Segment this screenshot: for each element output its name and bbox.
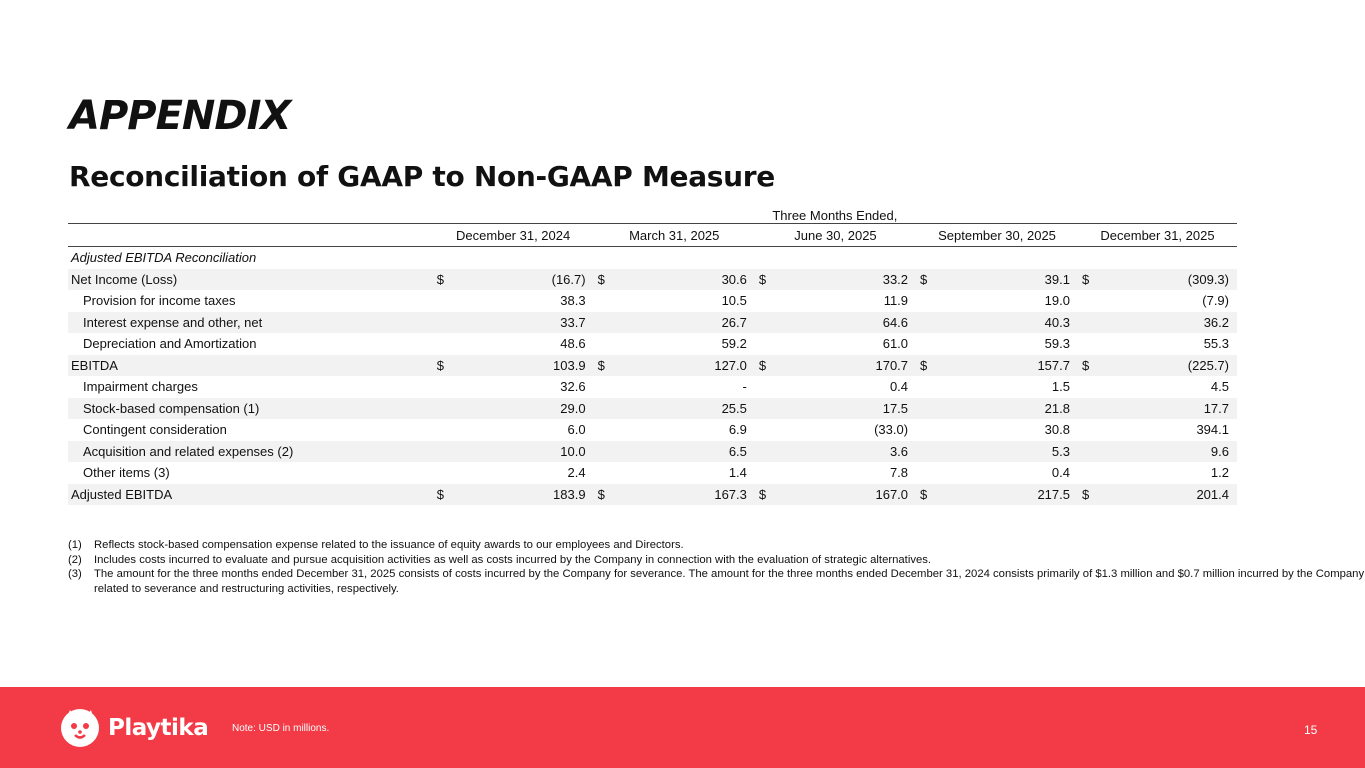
currency-sign (755, 441, 779, 463)
footnote-mark: (1) (68, 539, 82, 551)
table-row (68, 462, 1237, 484)
cell-value: (309.3) (1102, 269, 1237, 291)
row-label: Provision for income taxes (83, 293, 236, 309)
currency-sign (755, 290, 779, 312)
cell-value: 36.2 (1102, 312, 1237, 334)
currency-sign: $ (594, 484, 618, 506)
cell-value: 64.6 (779, 312, 916, 334)
cell-value: 1.5 (1051, 379, 1070, 395)
cell-value: 19.0 (1044, 293, 1070, 309)
currency-sign (916, 333, 940, 355)
currency-sign (755, 376, 779, 398)
currency-sign (594, 398, 618, 420)
row-label: Contingent consideration (83, 422, 227, 438)
table-row (68, 441, 1237, 463)
cell-value: (16.7) (457, 269, 594, 291)
currency-sign: $ (1078, 269, 1102, 291)
row-label: EBITDA (68, 355, 433, 377)
cell-value: 29.0 (457, 398, 594, 420)
currency-sign (916, 290, 940, 312)
column-header: December 31, 2024 (433, 224, 594, 247)
column-header: March 31, 2025 (594, 224, 755, 247)
cell-value: 9.6 (1102, 441, 1237, 463)
currency-sign (433, 376, 457, 398)
table-column-header-row (68, 224, 1237, 247)
row-label: Adjusted EBITDA (68, 484, 433, 506)
currency-sign (433, 419, 457, 441)
table-row (68, 355, 1237, 377)
cell-value: 25.5 (617, 398, 755, 420)
footnote (68, 553, 1365, 568)
footer-note: Note: USD in millions. (232, 723, 330, 734)
currency-sign (1078, 290, 1102, 312)
currency-sign (755, 398, 779, 420)
cell-value: 6.9 (728, 422, 747, 438)
cell-value: 21.8 (940, 398, 1078, 420)
cell-value: 55.3 (1203, 336, 1229, 352)
currency-sign (916, 376, 940, 398)
cell-value: 59.2 (721, 336, 747, 352)
table-row (68, 398, 1237, 420)
footnote-text: Reflects stock-based compensation expense related to the issuance of equity awards to our employees and Directors. (94, 539, 684, 551)
row-label: Depreciation and Amortization (83, 336, 257, 352)
currency-sign: $ (755, 484, 779, 506)
currency-sign (594, 333, 618, 355)
cell-value: 167.3 (617, 484, 755, 506)
currency-sign (916, 462, 940, 484)
currency-sign (433, 398, 457, 420)
table-row (68, 333, 1237, 355)
column-header: September 30, 2025 (916, 224, 1078, 247)
row-label: Net Income (Loss) (68, 269, 433, 291)
currency-sign (433, 333, 457, 355)
currency-sign (594, 376, 618, 398)
currency-sign (916, 419, 940, 441)
brand-name: Playtika (108, 715, 209, 741)
currency-sign (1078, 441, 1102, 463)
table-row (68, 376, 1237, 398)
footnotes (68, 538, 1365, 596)
cell-value: 4.5 (1210, 379, 1229, 395)
currency-sign (594, 419, 618, 441)
currency-sign (755, 333, 779, 355)
currency-sign: $ (1078, 355, 1102, 377)
cell-value: 26.7 (617, 312, 755, 334)
cell-value: 0.4 (1051, 465, 1070, 481)
currency-sign: $ (755, 269, 779, 291)
cell-value: 48.6 (560, 336, 586, 352)
currency-sign (916, 441, 940, 463)
currency-sign (1078, 376, 1102, 398)
cell-value: 1.2 (1210, 465, 1229, 481)
currency-sign (755, 462, 779, 484)
cell-value: 10.5 (721, 293, 747, 309)
currency-sign: $ (1078, 484, 1102, 506)
currency-sign: $ (594, 269, 618, 291)
cell-value: 201.4 (1102, 484, 1237, 506)
table-row (68, 269, 1237, 291)
currency-sign (916, 312, 940, 334)
cell-value: 103.9 (457, 355, 594, 377)
currency-sign (1078, 419, 1102, 441)
cell-value: 39.1 (940, 269, 1078, 291)
cell-value: 157.7 (940, 355, 1078, 377)
row-label: Stock-based compensation (1) (68, 398, 433, 420)
column-header: December 31, 2025 (1078, 224, 1237, 247)
footnote-text: Includes costs incurred to evaluate and pursue acquisition activities as well as costs incurred by the Company in connection with the evaluation of strategic alternatives. (94, 553, 932, 566)
page-title: APPENDIX (69, 93, 291, 139)
currency-sign (433, 290, 457, 312)
cell-value: 167.0 (779, 484, 916, 506)
cell-value: 33.2 (779, 269, 916, 291)
cell-value: 17.7 (1102, 398, 1237, 420)
cell-value: 217.5 (940, 484, 1078, 506)
table-row (68, 419, 1237, 441)
currency-sign: $ (594, 355, 618, 377)
cell-value: 61.0 (882, 336, 909, 352)
page-number: 15 (1304, 723, 1318, 737)
cell-value: 127.0 (617, 355, 755, 377)
reconciliation-table (68, 205, 1237, 505)
currency-sign (1078, 333, 1102, 355)
cell-value: 32.6 (560, 379, 586, 395)
currency-sign (594, 462, 618, 484)
cell-value: 10.0 (457, 441, 594, 463)
currency-sign (1078, 462, 1102, 484)
section-label: Adjusted EBITDA Reconciliation (71, 250, 257, 266)
cell-value: 6.0 (567, 422, 586, 438)
currency-sign: $ (433, 355, 457, 377)
row-label: Interest expense and other, net (68, 312, 433, 334)
column-header: June 30, 2025 (755, 224, 916, 247)
cell-value: 2.4 (567, 465, 586, 481)
table-row (68, 312, 1237, 334)
currency-sign: $ (916, 269, 940, 291)
cell-value: 7.8 (889, 465, 909, 481)
playtika-cheetah-icon (58, 706, 102, 750)
cell-value: 30.8 (1044, 422, 1070, 438)
cell-value: 0.4 (889, 379, 909, 395)
currency-sign (433, 441, 457, 463)
currency-sign (755, 312, 779, 334)
section-row (68, 247, 1237, 269)
cell-value: 59.3 (1044, 336, 1070, 352)
cell-value: 394.1 (1196, 422, 1229, 438)
currency-sign: $ (755, 355, 779, 377)
cell-value: 30.6 (617, 269, 755, 291)
currency-sign (433, 462, 457, 484)
currency-sign (1078, 312, 1102, 334)
cell-value: 183.9 (457, 484, 594, 506)
currency-sign (916, 398, 940, 420)
cell-value: 11.9 (883, 293, 909, 309)
cell-value: 40.3 (940, 312, 1078, 334)
currency-sign: $ (433, 269, 457, 291)
currency-sign: $ (916, 355, 940, 377)
currency-sign (1078, 398, 1102, 420)
row-label: Other items (3) (83, 465, 170, 481)
footnote-text: The amount for the three months ended December 31, 2025 consists of costs incurred by the Company for severance. The amount for the three months ended December 31, 2024 consists primarily of $1.3 million and $0.7 million incurred by the Company related to severance and restructuring activities, respectively. (94, 568, 1365, 595)
group-header: Three Months Ended, (433, 205, 1237, 224)
currency-sign (594, 441, 618, 463)
cell-value: 170.7 (779, 355, 916, 377)
footnote (68, 538, 1365, 553)
cell-value: (225.7) (1102, 355, 1237, 377)
cell-value: (7.9) (1202, 293, 1229, 309)
row-label: Acquisition and related expenses (2) (68, 441, 433, 463)
cell-value: 38.3 (560, 293, 586, 309)
footnote-mark: (3) (68, 568, 82, 580)
table-group-header-row (68, 205, 1237, 224)
footnote (68, 567, 1365, 596)
cell-value: (33.0) (874, 422, 909, 438)
table-row (68, 290, 1237, 312)
footnote-mark: (2) (68, 553, 82, 566)
currency-sign: $ (916, 484, 940, 506)
cell-value: 3.6 (779, 441, 916, 463)
cell-value: 33.7 (457, 312, 594, 334)
playtika-logo (58, 706, 208, 750)
page-subtitle: Reconciliation of GAAP to Non-GAAP Measure (69, 160, 775, 193)
currency-sign: $ (433, 484, 457, 506)
currency-sign (755, 419, 779, 441)
table-row (68, 484, 1237, 506)
row-label: Impairment charges (83, 379, 198, 395)
currency-sign (594, 312, 618, 334)
cell-value: - (742, 379, 747, 395)
cell-value: 6.5 (617, 441, 755, 463)
cell-value: 17.5 (779, 398, 916, 420)
cell-value: 1.4 (728, 465, 747, 481)
currency-sign (433, 312, 457, 334)
cell-value: 5.3 (940, 441, 1078, 463)
currency-sign (594, 290, 618, 312)
